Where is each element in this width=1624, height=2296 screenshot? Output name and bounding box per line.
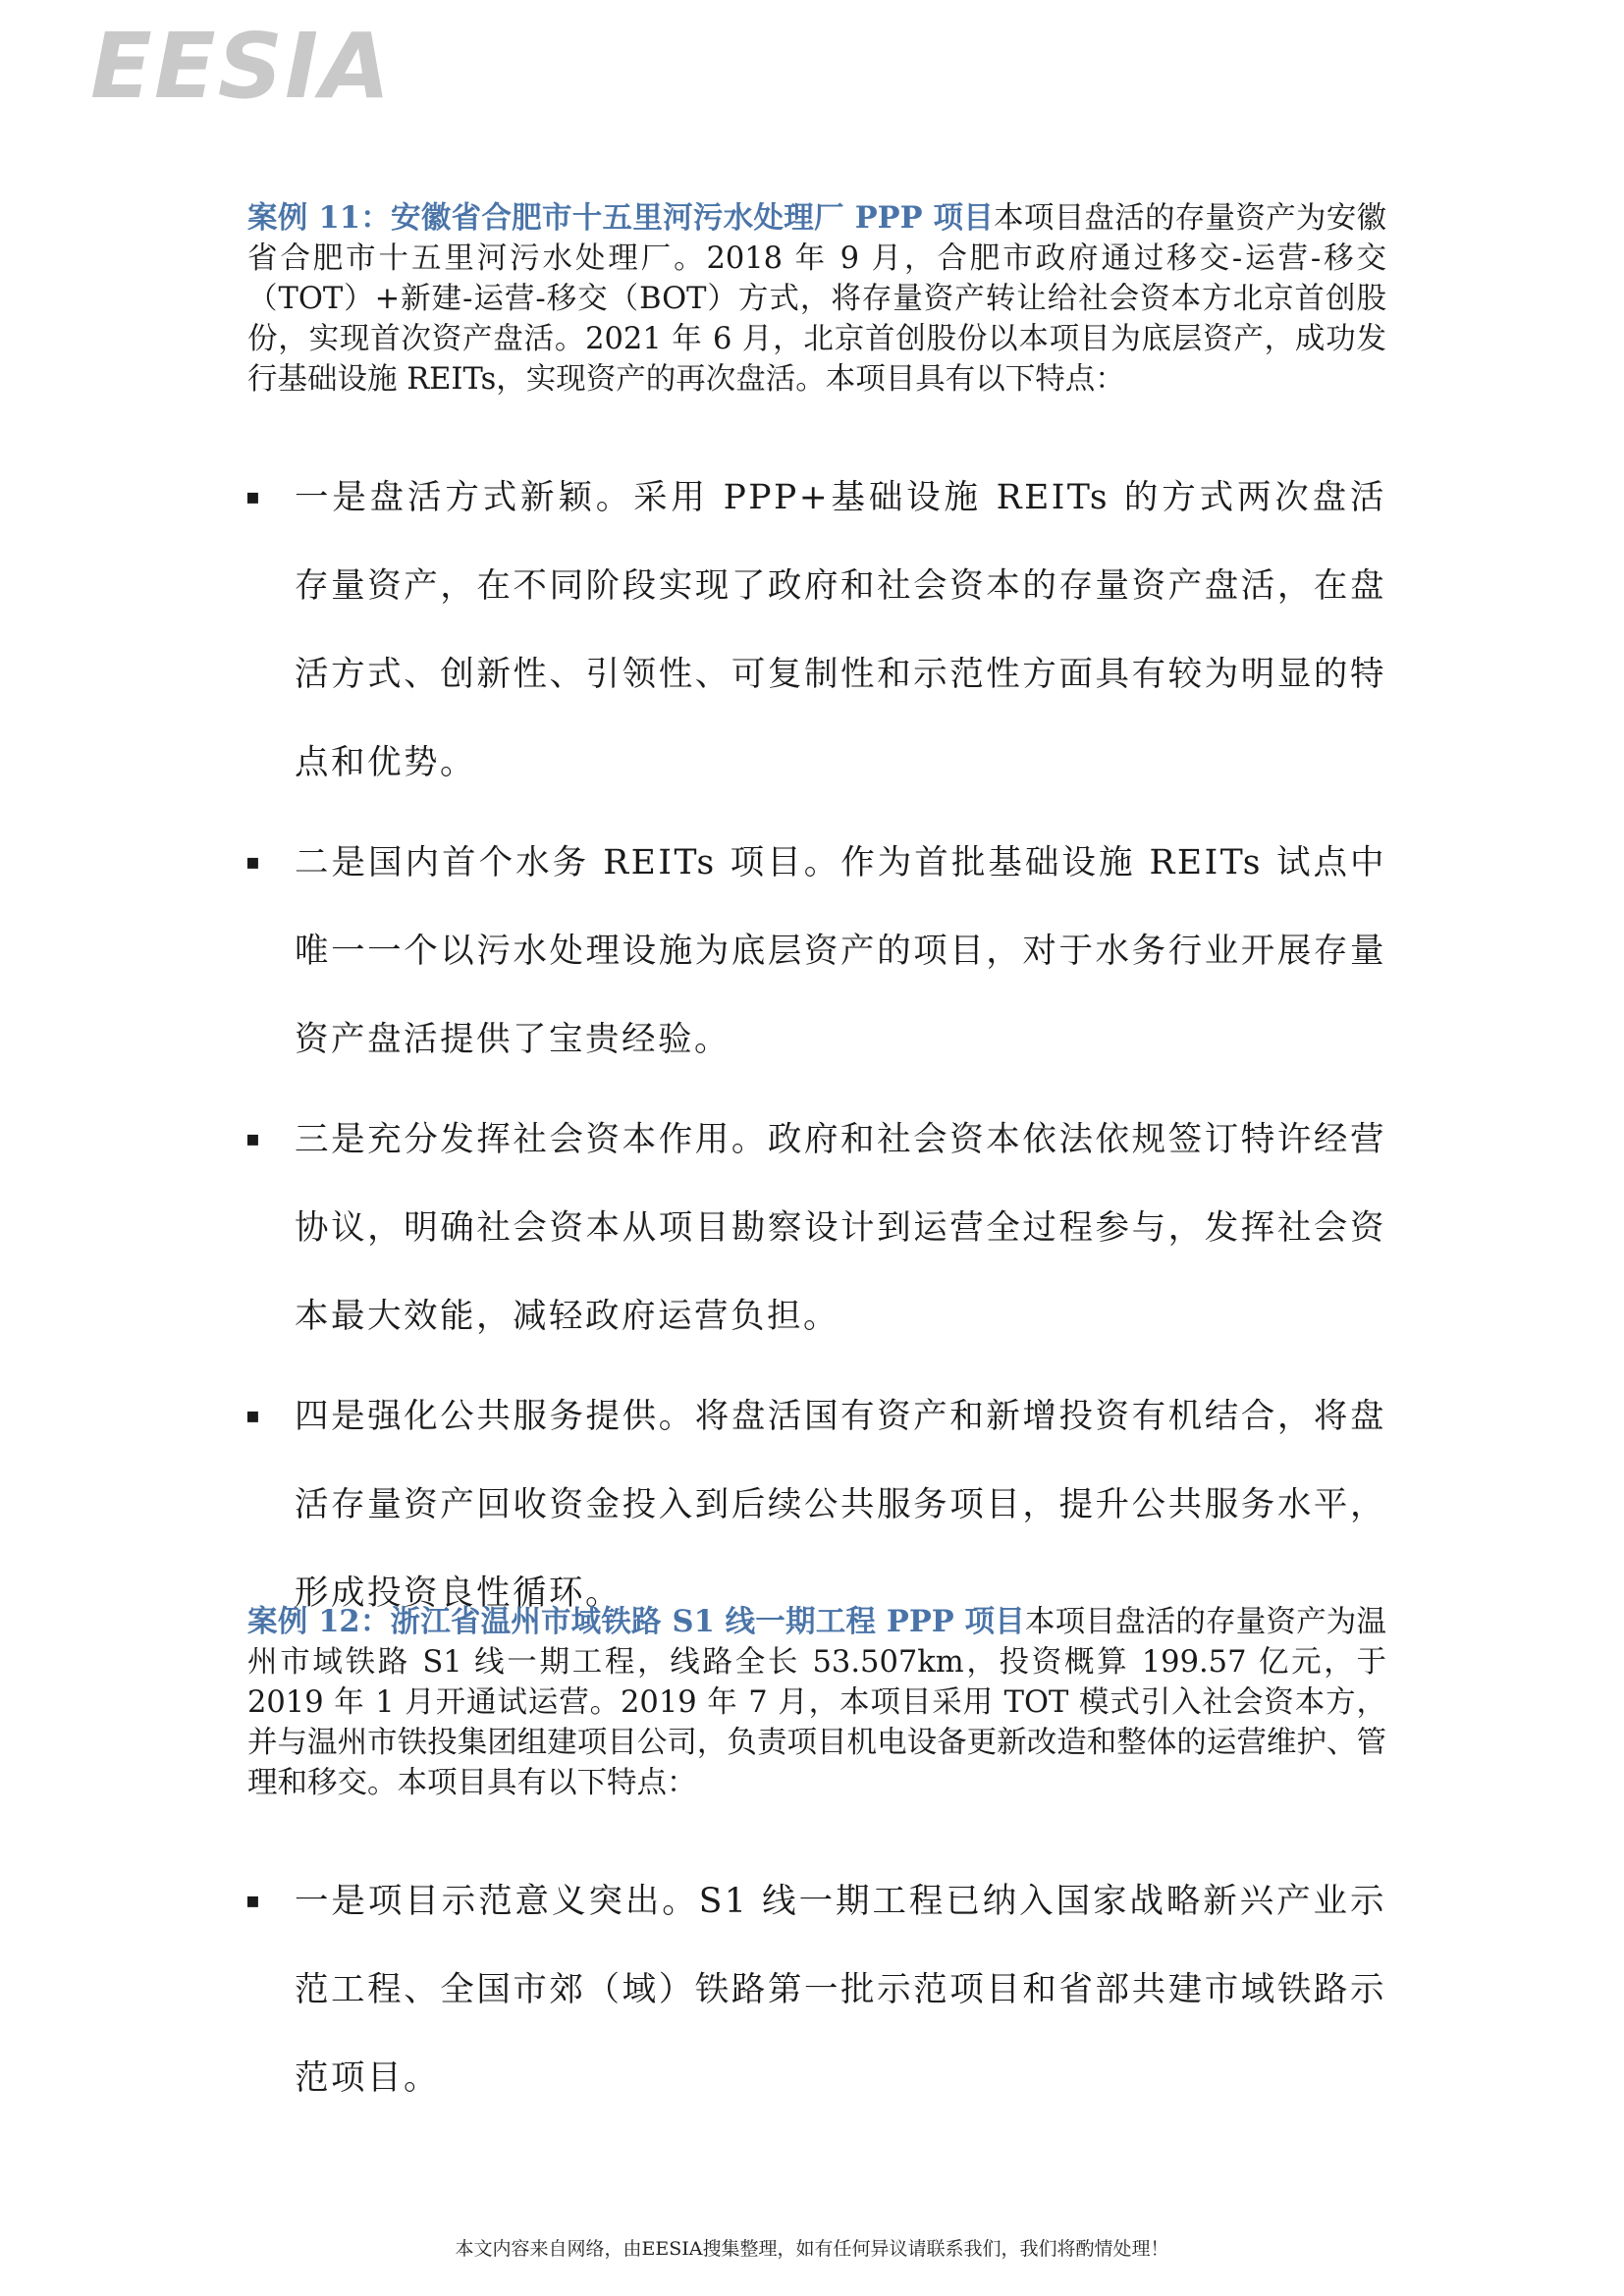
- footer-disclaimer: 本文内容来自网络，由EESIA搜集整理，如有任何异议请联系我们，我们将酌情处理！: [455, 2238, 1169, 2260]
- case-11-bullet-4: [245, 1372, 1386, 1637]
- case-12-intro: 本项目盘活的存量资产为温州市域铁路 S1 线一期工程，线路全长 53.507km，投资概算 199.57 亿元，于 2019 年 1 月开通试运营。2019 年 7 月，本项目采用 TOT 模式引入社会资本方，并与温州市铁投集团组建项目公司，负责项目机电设备更新改造和整体的运营维护、管理和移交。本项目具有以下特点：: [247, 1605, 1387, 1800]
- case-12-title: 案例 12：浙江省温州市域铁路 S1 线一期工程 PPP 项目: [247, 1604, 1025, 1639]
- bullet-text: 一是盘活方式新颖。采用 PPP+基础设施 REITs 的方式两次盘活存量资产，在不同阶段实现了政府和社会资本的存量资产盘活，在盘活方式、创新性、引领性、可复制性和示范性方面具有较为明显的特点和优势。: [295, 478, 1386, 782]
- bullet-marker-icon: ▪: [245, 1889, 263, 1913]
- case-11-paragraph: [247, 198, 1386, 400]
- case-11-bullet-1: [245, 454, 1386, 807]
- case-11-bullet-3: [245, 1095, 1386, 1361]
- case-11-bullet-list: [245, 454, 1386, 1649]
- bullet-text: 三是充分发挥社会资本作用。政府和社会资本依法依规签订特许经营协议，明确社会资本从项目勘察设计到运营全过程参与，发挥社会资本最大效能，减轻政府运营负担。: [295, 1120, 1386, 1336]
- bullet-marker-icon: ▪: [245, 485, 263, 509]
- case-12-bullet-1: [245, 1857, 1386, 2122]
- case-11-intro: 本项目盘活的存量资产为安徽省合肥市十五里河污水处理厂。2018 年 9 月，合肥市政府通过移交-运营-移交（TOT）+新建-运营-移交（BOT）方式，将存量资产转让给社会资本方北京首创股份，实现首次资产盘活。2021 年 6 月，北京首创股份以本项目为底层资产，成功发行基础设施 REITs，实现资产的再次盘活。本项目具有以下特点：: [247, 201, 1386, 397]
- bullet-text: 二是国内首个水务 REITs 项目。作为首批基础设施 REITs 试点中唯一一个以污水处理设施为底层资产的项目，对于水务行业开展存量资产盘活提供了宝贵经验。: [295, 843, 1386, 1059]
- case-11-bullet-2: [245, 819, 1386, 1084]
- bullet-marker-icon: ▪: [245, 850, 263, 875]
- case-12-bullet-list: [245, 1857, 1386, 2134]
- case-11-title: 案例 11：安徽省合肥市十五里河污水处理厂 PPP 项目: [247, 200, 995, 236]
- eesia-logo: EESIA: [90, 14, 393, 119]
- bullet-marker-icon: ▪: [245, 1404, 263, 1428]
- bullet-text: 一是项目示范意义突出。S1 线一期工程已纳入国家战略新兴产业示范工程、全国市郊（域）铁路第一批示范项目和省部共建市域铁路示范项目。: [295, 1882, 1386, 2098]
- bullet-text: 四是强化公共服务提供。将盘活国有资产和新增投资有机结合，将盘活存量资产回收资金投入到后续公共服务项目，提升公共服务水平，形成投资良性循环。: [295, 1397, 1386, 1613]
- case-12-paragraph: [247, 1602, 1386, 1803]
- bullet-marker-icon: ▪: [245, 1127, 263, 1151]
